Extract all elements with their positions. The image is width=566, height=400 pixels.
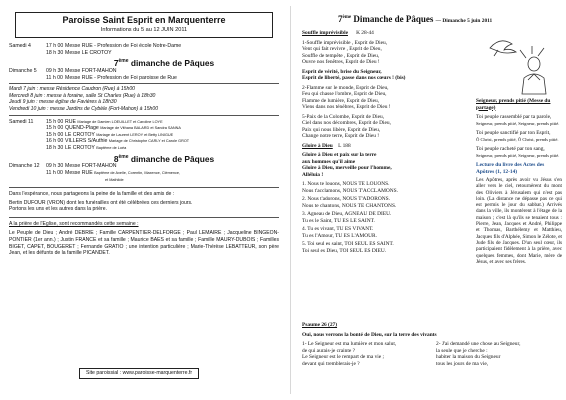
- schedule-text: [65, 145, 279, 152]
- psalm-line: 2- J'ai demandé une chose au Seigneur,: [436, 341, 521, 347]
- psalm-section: [302, 322, 562, 367]
- psalm-line: devant qui tremblerais-je ?: [302, 360, 360, 367]
- schedule-sunday-12: [9, 163, 279, 183]
- verse-line: 2. Nous t'adorons, NOUS T'ADORONS.: [302, 196, 390, 202]
- event-place: RUE: [65, 118, 76, 125]
- schedule-row: [9, 170, 279, 177]
- schedule-row: [9, 177, 279, 184]
- schedule-time: 09 h 30: [46, 163, 64, 170]
- song2-ref: L 188: [338, 142, 351, 149]
- schedule-day: Samedi 4: [9, 43, 31, 49]
- liturgy-page: [302, 4, 562, 396]
- schedule-row: [9, 43, 279, 50]
- schedule-time: 18 h 30: [46, 49, 64, 56]
- mercy-line: Toi peuple rassemblé par ta parole,: [476, 114, 552, 120]
- song2-title: Gloire à Dieu: [302, 142, 333, 149]
- verse-line: Nous te chantons, NOUS TE CHANTONS.: [302, 202, 397, 209]
- psalm-line: tous les jours de ma vie,: [436, 360, 489, 367]
- schedule-day: Dimanche 5: [9, 67, 37, 74]
- schedule-day: [9, 177, 46, 184]
- light-rays: [520, 46, 544, 58]
- event-place: LE CROTOY: [65, 131, 95, 138]
- condolences-section: [9, 191, 279, 213]
- schedule-day: [9, 75, 46, 82]
- schedule-day: [9, 50, 46, 57]
- event-detail: et Mathilde: [105, 177, 124, 182]
- verse-line: Change notre terre, Esprit de Dieu !: [302, 133, 380, 139]
- schedule-sunday-5: [9, 68, 279, 81]
- divider-line: [9, 115, 279, 116]
- sunday-number: 8: [113, 153, 119, 164]
- divider-line: [9, 83, 279, 84]
- verse-line: 5-Paix de la Colombe, Esprit de Dieu,: [302, 113, 385, 120]
- schedule-time: 15 h 00: [46, 118, 64, 125]
- schedule-row: [9, 132, 279, 139]
- event-detail: Baptême de Axelle, Corentin, Maxence, Clémence,: [94, 170, 181, 175]
- chorus-line: Gloire à Dieu, merveille pour l'homme,: [302, 165, 392, 171]
- psalm-line: de qui aurais-je crainte ?: [302, 347, 355, 354]
- verse-line: Nous t'acclamons, NOUS T'ACCLAMONS.: [302, 187, 399, 194]
- schedule-text: [65, 170, 279, 177]
- parish-website-box: [79, 368, 199, 379]
- schedule-text: [65, 177, 279, 184]
- event-detail: Mariage de Christophe CARLY et Carole GROT: [108, 139, 190, 144]
- schedule-day: [9, 125, 46, 132]
- mercy-line: Seigneur, prends pitié, Seigneur, prends pitié.: [476, 120, 560, 126]
- schedule-row: [9, 163, 279, 170]
- mercy-title: Seigneur, prends pitié (Messe du partage): [476, 98, 551, 111]
- sunday-8-heading: [49, 152, 279, 164]
- schedule-day: [9, 170, 46, 177]
- song1-ref: K 28-44: [356, 30, 374, 36]
- mercy-line: Seigneur, prends pitié, Seigneur, prends pitié.: [476, 152, 560, 158]
- psalm-line: habiter la maison du Seigneur: [436, 354, 501, 360]
- verse-line: Toi seul es Dieu, TOI SEUL ES DIEU.: [302, 247, 387, 254]
- schedule-text: Messe RUE - Profession de Foi paroisse de Rue: [65, 74, 177, 81]
- schedule-text: Messe LE CROTOY: [65, 49, 112, 56]
- psalm-line: Le Seigneur est le rempart de ma vie ;: [302, 354, 385, 360]
- parish-header-box: [15, 12, 273, 38]
- schedule-row: [9, 138, 279, 145]
- page-divider: [290, 6, 291, 394]
- verse-line: Ouvre nos fenêtres, Esprit de Dieu !: [302, 59, 380, 65]
- parish-info-page: [9, 4, 279, 396]
- schedule-row: [9, 145, 279, 152]
- schedule-text: Messe FORT-MAHON: [65, 67, 117, 74]
- chorus-line: Esprit de liberté, passe dans nos cœurs ! (bis): [302, 75, 406, 81]
- parish-subtitle: Informations du 5 au 12 JUIN 2011: [100, 27, 188, 33]
- chorus-line: Esprit de vérité, brise du Seigneur,: [302, 68, 382, 75]
- parish-title: Paroisse Saint Esprit en Marquenterre: [62, 15, 226, 25]
- schedule-time: 17 h 00: [46, 43, 64, 49]
- verse-line: Tu es l'Amour, TU ES L'AMOUR.: [302, 232, 377, 239]
- schedule-day: [9, 145, 46, 152]
- weekday-note: Mardi 7 juin : messe Résidence Caudron (Rue) à 15h00: [9, 86, 135, 93]
- psalm-title: Psaume 26 (27): [302, 322, 338, 328]
- schedule-text: Messe RUE - Profession de Foi école Notre-Dame: [65, 43, 182, 49]
- weekday-note: Jeudi 9 juin : messe église de Favières à 18h30: [9, 99, 117, 106]
- schedule-day: [9, 138, 46, 145]
- verse-line: Vent qui fait revivre , Esprit de Dieu,: [302, 46, 382, 52]
- psalm-refrain: Oui, nous verrons la bonté de Dieu, sur la terre des vivants: [302, 331, 437, 338]
- psalm-line: 1- Le Seigneur est ma lumière et mon salut,: [302, 341, 397, 347]
- sunday-suffix: ème: [118, 58, 129, 65]
- weekday-note: Mercredi 8 juin : messe à foraine, salle St Charles (Rue) à 18h30: [9, 92, 156, 99]
- sunday-suffix: ème: [118, 153, 129, 160]
- schedule-time: 16 h 00: [46, 138, 64, 145]
- schedule-row: [9, 125, 279, 132]
- event-place: Messe RUE: [65, 169, 93, 176]
- event-detail: Mariage de Laurent LEROY et Betty LINIGUE: [96, 132, 174, 137]
- title-text: Dimanche de Pâques: [351, 14, 434, 24]
- divider-line: [9, 187, 279, 188]
- schedule-text: Messe FORT-MAHON: [65, 163, 117, 170]
- schedule-day: Dimanche 12: [9, 163, 40, 170]
- schedule-saturday-4: [9, 43, 279, 56]
- schedule-row: [9, 50, 279, 57]
- figure-head: [528, 57, 540, 71]
- psalm-verse-1: [302, 341, 428, 367]
- schedule-time: 11 h 00: [46, 169, 63, 176]
- schedule-text: [65, 138, 279, 145]
- dove-praying-figure-icon: [480, 30, 560, 100]
- schedule-time: 18 h 30: [46, 144, 64, 151]
- songs-column: [302, 30, 472, 254]
- verse-line: Ciel dans nos décombres, Esprit de Dieu,: [302, 120, 391, 126]
- title-date: — Dimanche 5 juin 2011: [435, 18, 493, 24]
- schedule-day: Samedi 11: [9, 118, 34, 125]
- verse-line: Souffle de tempête , Esprit de Dieu,: [302, 52, 380, 59]
- condolences-intro: Dans l'espérance, nous partageons la peine de la famille et des amis de :: [9, 191, 175, 198]
- dove-drawing: [490, 41, 516, 53]
- schedule-time: 15 h 00: [46, 131, 64, 138]
- schedule-text: [65, 132, 279, 139]
- schedule-time: [46, 177, 65, 184]
- event-detail: Mariage de Damien LOEUILLET et Caroline LOYE: [77, 119, 163, 124]
- schedule-saturday-11: [9, 119, 279, 152]
- title-number: 7: [338, 14, 343, 24]
- mercy-line: Toi peuple racheté par ton sang,: [476, 146, 545, 152]
- schedule-time: 11 h 00: [46, 74, 63, 81]
- verse-line: 3. Agneau de Dieu, AGNEAU DE DIEU.: [302, 211, 392, 217]
- mercy-line: Toi peuple sanctifié par ton Esprit,: [476, 130, 551, 136]
- schedule-day: [9, 132, 46, 139]
- title-suffix: ème: [342, 15, 352, 20]
- schedule-time: 15 h 00: [46, 125, 64, 132]
- prayer-intro: A la prière de l'Eglise, sont recommandés cette semaine :: [9, 220, 139, 227]
- reading-text: Les Apôtres, après avoir vu Jésus s'en aller vers le ciel, retournèrent du mont des Oliviers à Jérusalem qui n'est pas loin. (La distance ne dépasse pas ce qui est permis le jour du sabbat.) Arrivés dans la ville, ils montèrent à l'étage de la maison ; c'est là qu'ils se tenaient tous : Pierre, Jean, Jacques et André, Philippe et Thomas, Barthélemy et Matthieu, Jacques fils d'Alphée, Simon le Zélote, et Jude fils de Jacques. D'un seul cœur, ils participaient fidèlement à la prière, avec quelques femmes, dont Marie, mère de Jésus, et avec ses frères.: [476, 177, 562, 265]
- psalm-verses: [302, 341, 562, 367]
- parish-website: Site paroissial : www.paroisse-marquenterre.fr: [86, 370, 193, 376]
- weekday-masses: [9, 86, 279, 112]
- dove-tail: [494, 50, 498, 56]
- verse-line: Paix qui nous libère, Esprit de Dieu,: [302, 126, 381, 133]
- psalm-line: la seule que je cherche :: [436, 347, 488, 354]
- prayer-intentions: [9, 221, 279, 257]
- verse-line: Viens dans nos ténèbres, Esprit de Dieu !: [302, 104, 391, 110]
- prayer-list: Le Peuple de Dieu ; André DEBRIE ; Famille CARPENTIER-DELFORGE ; Paul LEMAIRE ; Jacqueline BINGEON-PONTIER (1er ann.) ; Justin FRANCE et sa famille ; Maurice BAES et sa famille ; Famille MAURY-DUBOIS ; Familles BIGET, CAPET, BOUGERET ; Fernande GRATIO ; une intention particulière ; Marie-Thérèse LEBATTEUR, son père Jean, et les défunts de la famille PICANDET.: [9, 230, 279, 257]
- verse-line: Feu qui chasse l'ombre, Esprit de Dieu,: [302, 91, 387, 97]
- chorus-line: Alléluia !: [302, 171, 324, 178]
- event-detail: Mariage de Vithana BALARD et Sandra SANNA: [100, 126, 181, 131]
- event-place: QUEND-Plage: [65, 125, 99, 132]
- sunday-7-heading: [49, 56, 279, 68]
- chorus-line: Gloire à Dieu et paix sur la terre: [302, 152, 377, 158]
- liturgy-title: [338, 12, 562, 27]
- sunday-label: dimanche de Pâques: [128, 153, 215, 164]
- verse-line: Flamme de lumière, Esprit de Dieu,: [302, 97, 380, 104]
- verse-line: 4. Tu es vivant, TU ES VIVANT.: [302, 226, 374, 232]
- condolences-name: Bertin DUFOUR (VRON) dont les funérailles ont été célébrées ces derniers jours.: [9, 199, 193, 206]
- schedule-text: [65, 119, 279, 126]
- verse-line: Tu es le Saint, TU ES LE SAINT.: [302, 217, 375, 224]
- sunday-number: 7: [113, 57, 119, 68]
- chorus-line: aux hommes qu'il aime: [302, 158, 356, 165]
- schedule-row: [9, 68, 279, 75]
- psalm-verse-2: [436, 341, 562, 367]
- verse-line: 2-Flamme sur le monde, Esprit de Dieu,: [302, 84, 389, 91]
- schedule-row: [9, 75, 279, 82]
- mercy-line: Ô Christ, prends pitié, Ô Christ, prends pitié.: [476, 136, 559, 142]
- event-detail: Baptême de Loéa: [96, 145, 127, 150]
- divider-line: [9, 217, 279, 218]
- weekday-note: Vendredi 10 juin : messe Jardins de Cybèle (Fort-Mahon) à 15h00: [9, 105, 159, 112]
- reading-title: Lecture du livre des Actes des Apôtres (1, 12-14): [476, 162, 545, 175]
- figure-body: [522, 74, 546, 94]
- schedule-time: 09 h 30: [46, 67, 64, 74]
- event-place: VILLERS S/Authie: [65, 138, 108, 145]
- event-place: LE CROTOY: [65, 144, 95, 151]
- condolences-closing: Portons les uns et les autres dans la prière.: [9, 206, 107, 213]
- verse-line: 1. Nous te louons, NOUS TE LOUONS.: [302, 181, 390, 187]
- schedule-text: [65, 125, 279, 132]
- schedule-row: [9, 119, 279, 126]
- verse-line: 1-Souffle imprévisible , Esprit de Dieu,: [302, 39, 388, 46]
- verse-line: 5. Toi seul es saint, TOI SEUL ES SAINT.: [302, 241, 394, 247]
- song1-title: Souffle imprévisible: [302, 30, 348, 36]
- mercy-and-reading: [476, 98, 562, 265]
- sunday-label: dimanche de Pâques: [128, 57, 215, 68]
